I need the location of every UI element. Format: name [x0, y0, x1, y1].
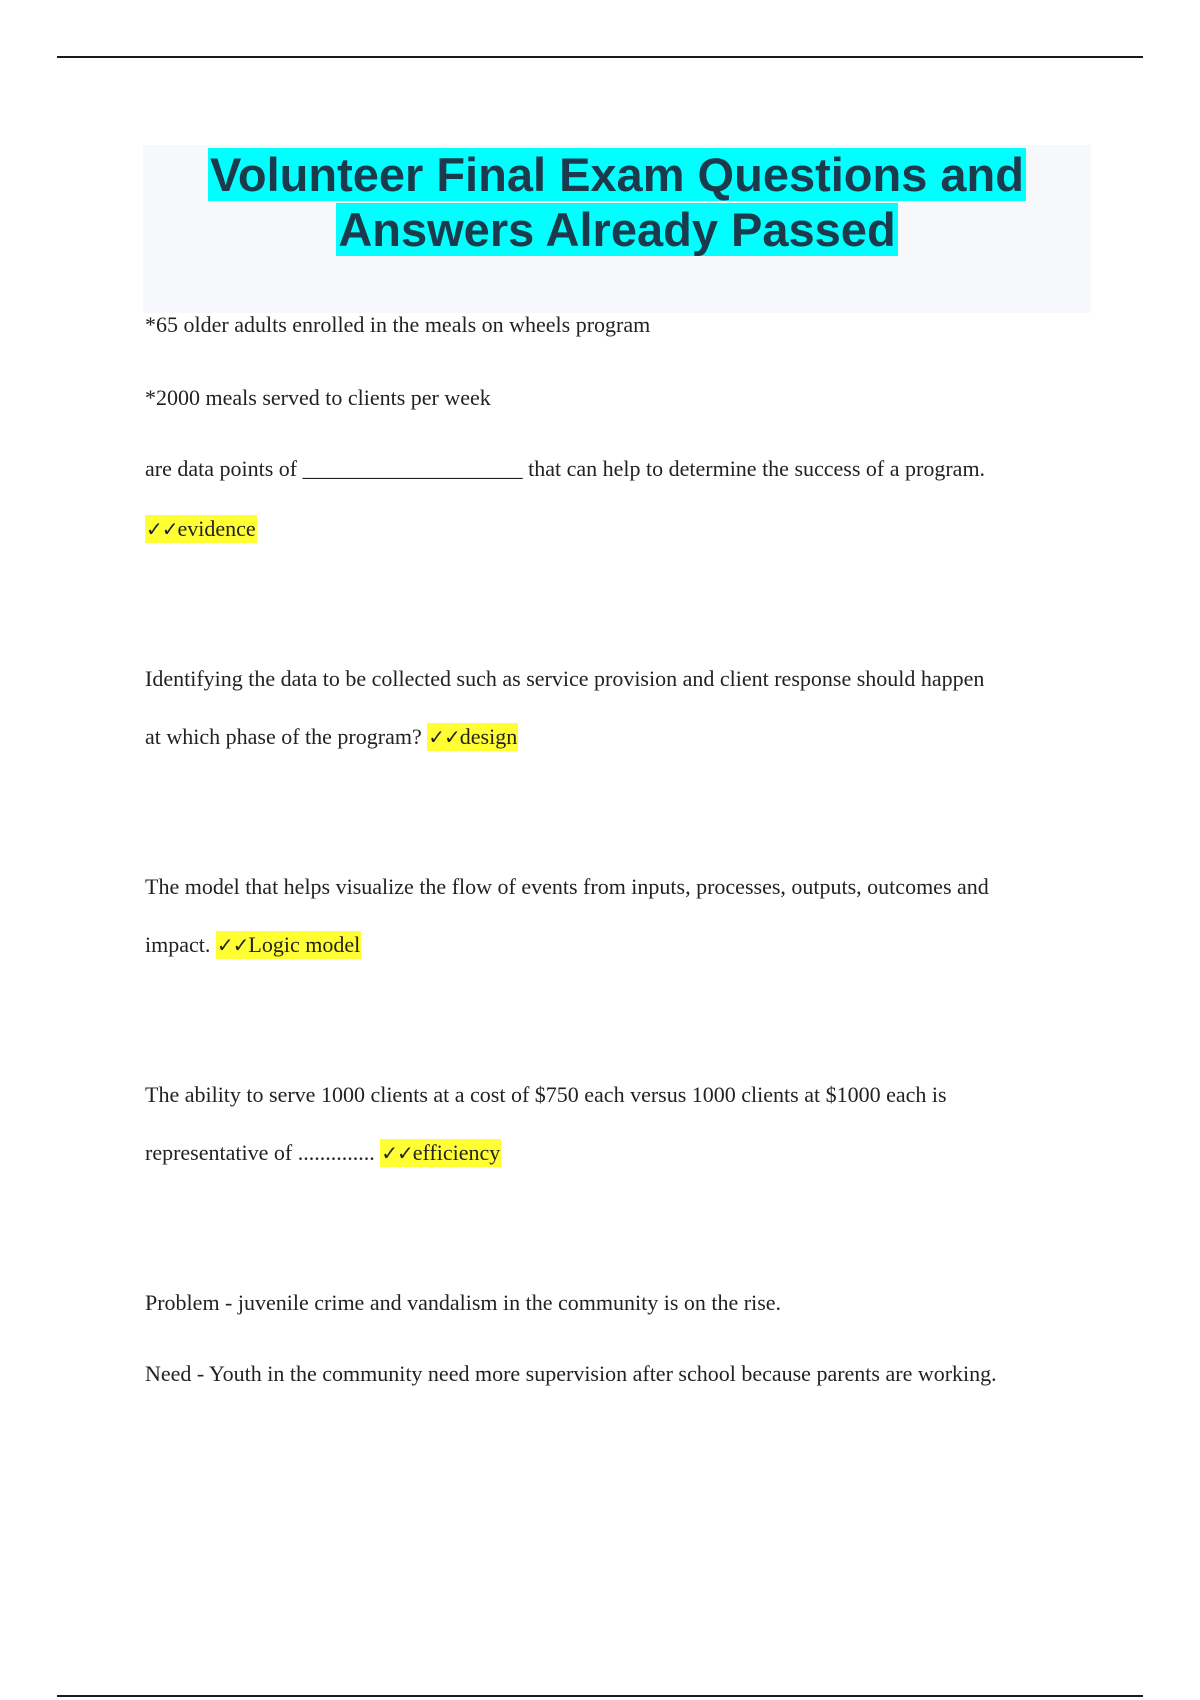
- double-check-icon: ✓✓: [216, 933, 249, 957]
- q4-line-1: The ability to serve 1000 clients at a cost of $750 each versus 1000 clients at $1000 each is: [145, 1082, 947, 1107]
- q4-line-2-container: [145, 1138, 501, 1168]
- q1-line-2: *2000 meals served to clients per week: [145, 385, 491, 410]
- q1-answer: evidence: [177, 516, 256, 541]
- q5-line-2: Need - Youth in the community need more supervision after school because parents are working.: [145, 1361, 997, 1386]
- double-check-icon: ✓✓: [381, 1141, 413, 1165]
- top-rule: [57, 56, 1143, 58]
- q2-answer: design: [459, 724, 518, 749]
- q3-answer: Logic model: [248, 932, 361, 957]
- q1-answer-line: [145, 514, 257, 544]
- q1-line-3: are data points of ____________________ that can help to determine the success of a program.: [145, 456, 986, 481]
- q4-answer-highlight: [380, 1139, 501, 1167]
- q3-line-2-container: [145, 930, 361, 960]
- bottom-rule: [57, 1695, 1143, 1697]
- double-check-icon: ✓✓: [146, 517, 178, 541]
- q1-line-1: *65 older adults enrolled in the meals on wheels program: [145, 312, 651, 337]
- title-line-2: Answers Already Passed: [338, 203, 896, 256]
- document-title: [143, 147, 1091, 257]
- q2-answer-highlight: [427, 723, 518, 751]
- q2-line-1: Identifying the data to be collected such as service provision and client response should happen: [145, 666, 985, 691]
- q3-line-1: The model that helps visualize the flow of events from inputs, processes, outputs, outcomes and: [145, 874, 989, 899]
- q3-answer-highlight: [216, 931, 361, 959]
- title-line-1: Volunteer Final Exam Questions and: [210, 148, 1024, 201]
- double-check-icon: ✓✓: [428, 725, 460, 749]
- q2-line-2: at which phase of the program?: [145, 724, 422, 749]
- q2-line-2-container: [145, 722, 518, 752]
- q4-answer: efficiency: [412, 1140, 501, 1165]
- q4-line-2: representative of ..............: [145, 1140, 375, 1165]
- q3-line-2: impact.: [145, 932, 211, 957]
- q5-line-1: Problem - juvenile crime and vandalism in the community is on the rise.: [145, 1290, 782, 1315]
- q1-answer-highlight: [145, 515, 257, 543]
